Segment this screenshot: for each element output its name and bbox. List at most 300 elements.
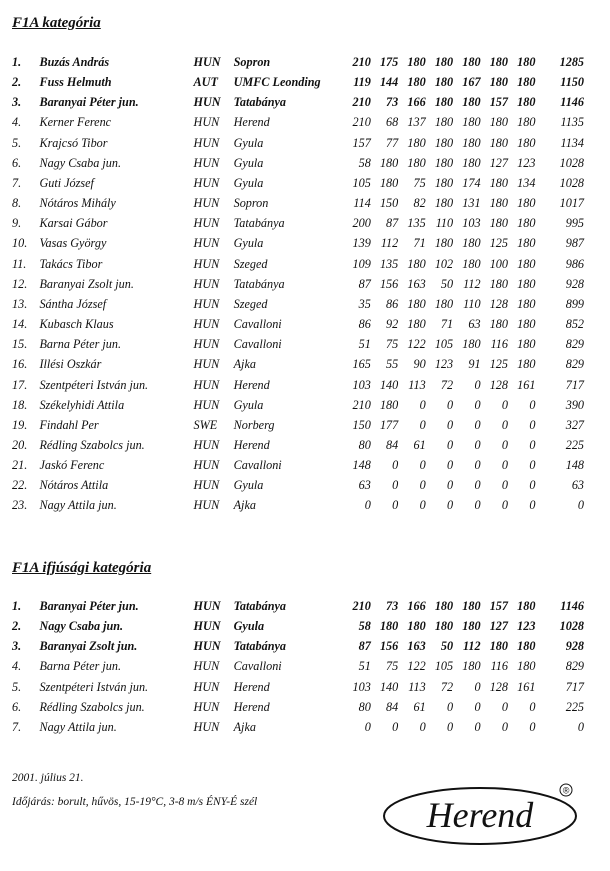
- name-cell: Nótáros Attila: [39, 478, 109, 493]
- total-cell: 1285: [559, 55, 584, 69]
- score-cell: 180: [462, 95, 481, 110]
- table-row: [12, 656, 584, 676]
- score-cell: 180: [379, 155, 399, 170]
- score-cell: 180: [434, 599, 454, 613]
- table-row: [12, 294, 584, 314]
- country-cell: HUN: [193, 397, 220, 412]
- score-cell: 0: [419, 417, 426, 432]
- score-cell: 180: [517, 196, 536, 211]
- score-cell: 102: [434, 256, 454, 271]
- score-cell: 87: [358, 276, 371, 291]
- name-cell: Takács Tibor: [39, 256, 103, 271]
- score-cell: 50: [440, 639, 454, 654]
- place-cell: 9.: [12, 216, 22, 231]
- table-row: [12, 112, 584, 132]
- country-cell: HUN: [193, 679, 220, 694]
- score-cell: 167: [462, 75, 481, 90]
- total-cell: 1150: [560, 75, 584, 90]
- score-cell: 180: [434, 135, 454, 150]
- score-cell: 180: [407, 317, 426, 332]
- score-cell: 144: [379, 75, 399, 90]
- country-cell: HUN: [193, 216, 220, 231]
- score-cell: 180: [517, 75, 536, 90]
- section-title-f1a-junior: F1A ifjúsági kategória: [12, 560, 152, 576]
- score-cell: 86: [386, 296, 399, 311]
- score-cell: 122: [407, 659, 426, 674]
- club-cell: Tatabánya: [233, 639, 286, 654]
- score-cell: 180: [462, 236, 481, 251]
- score-cell: 87: [358, 639, 371, 654]
- score-cell: 123: [434, 357, 454, 372]
- score-cell: 180: [379, 175, 399, 190]
- score-cell: 150: [379, 196, 399, 211]
- score-cell: 112: [463, 276, 481, 291]
- table-row: [12, 72, 584, 92]
- place-cell: 6.: [12, 699, 22, 714]
- score-cell: 72: [440, 377, 454, 392]
- total-cell: 1146: [560, 95, 584, 110]
- club-cell: Sopron: [233, 55, 271, 69]
- country-cell: HUN: [193, 659, 220, 674]
- score-cell: 125: [489, 357, 508, 372]
- name-cell: Kerner Ferenc: [39, 115, 112, 130]
- score-cell: 210: [352, 55, 371, 69]
- score-cell: 0: [419, 719, 426, 734]
- club-cell: Gyula: [233, 155, 264, 170]
- club-cell: Ajka: [233, 498, 256, 513]
- country-cell: HUN: [193, 55, 221, 69]
- score-cell: 73: [386, 95, 399, 110]
- score-cell: 127: [489, 155, 508, 170]
- country-cell: HUN: [193, 95, 221, 110]
- score-cell: 0: [447, 478, 454, 493]
- score-cell: 0: [447, 498, 454, 513]
- club-cell: Herend: [233, 699, 270, 714]
- score-cell: 180: [517, 216, 536, 231]
- table-row: [12, 375, 584, 395]
- score-cell: 84: [386, 437, 399, 452]
- score-cell: 0: [474, 699, 481, 714]
- results-table-body: [12, 596, 584, 737]
- score-cell: 123: [517, 155, 536, 170]
- total-cell: 829: [565, 357, 584, 372]
- name-cell: Rédling Szabolcs jun.: [39, 437, 145, 452]
- country-cell: HUN: [193, 437, 220, 452]
- score-cell: 0: [447, 417, 454, 432]
- score-cell: 75: [386, 337, 399, 352]
- score-cell: 180: [462, 256, 481, 271]
- club-cell: Tatabánya: [233, 276, 285, 291]
- score-cell: 51: [358, 337, 371, 352]
- score-cell: 72: [440, 679, 454, 694]
- place-cell: 2.: [12, 75, 22, 90]
- total-cell: 829: [565, 659, 584, 674]
- place-cell: 6.: [12, 155, 22, 170]
- score-cell: 180: [407, 155, 426, 170]
- table-row: [12, 334, 584, 354]
- score-cell: 0: [392, 458, 399, 473]
- score-cell: 180: [517, 357, 536, 372]
- name-cell: Nagy Attila jun.: [39, 498, 117, 513]
- score-cell: 148: [352, 458, 371, 473]
- score-cell: 166: [407, 599, 426, 613]
- score-cell: 82: [413, 196, 426, 211]
- score-cell: 77: [386, 135, 399, 150]
- score-cell: 180: [517, 296, 536, 311]
- score-cell: 180: [489, 135, 508, 150]
- place-cell: 22.: [12, 478, 28, 493]
- score-cell: 71: [413, 236, 426, 251]
- score-cell: 0: [501, 437, 508, 452]
- country-cell: HUN: [193, 175, 220, 190]
- score-cell: 0: [501, 719, 508, 734]
- country-cell: HUN: [193, 135, 220, 150]
- name-cell: Illési Oszkár: [39, 357, 102, 372]
- score-cell: 0: [419, 478, 426, 493]
- total-cell: 0: [577, 498, 584, 513]
- country-cell: HUN: [193, 377, 220, 392]
- place-cell: 4.: [12, 115, 22, 130]
- score-cell: 139: [352, 236, 371, 251]
- table-row: [12, 616, 584, 636]
- score-cell: 180: [379, 397, 399, 412]
- score-cell: 0: [529, 397, 536, 412]
- score-cell: 0: [392, 478, 399, 493]
- name-cell: Baranyai Zsolt jun.: [39, 276, 134, 291]
- total-cell: 717: [565, 679, 584, 694]
- score-cell: 180: [379, 619, 399, 634]
- country-cell: HUN: [193, 337, 220, 352]
- place-cell: 2.: [12, 619, 22, 634]
- name-cell: Nagy Csaba jun.: [39, 619, 124, 634]
- country-cell: HUN: [193, 619, 221, 634]
- results-table-f1a: [12, 52, 584, 516]
- place-cell: 10.: [12, 236, 28, 251]
- score-cell: 140: [379, 679, 399, 694]
- score-cell: 0: [529, 458, 536, 473]
- name-cell: Baranyai Zsolt jun.: [39, 639, 138, 654]
- score-cell: 180: [434, 155, 454, 170]
- total-cell: 1017: [559, 196, 584, 211]
- score-cell: 180: [434, 55, 454, 69]
- table-row: [12, 233, 584, 253]
- registered-mark: ®: [562, 785, 570, 796]
- score-cell: 157: [489, 599, 508, 613]
- club-cell: Gyula: [233, 619, 265, 634]
- score-cell: 180: [434, 236, 454, 251]
- club-cell: Tatabánya: [233, 95, 286, 110]
- club-cell: Ajka: [233, 357, 256, 372]
- score-cell: 0: [447, 437, 454, 452]
- score-cell: 163: [407, 276, 426, 291]
- score-cell: 180: [434, 296, 454, 311]
- club-cell: Gyula: [233, 175, 264, 190]
- total-cell: 1028: [559, 155, 584, 170]
- name-cell: Findahl Per: [39, 417, 99, 432]
- place-cell: 1.: [12, 55, 22, 69]
- place-cell: 19.: [12, 417, 28, 432]
- score-cell: 180: [434, 619, 454, 634]
- place-cell: 11.: [12, 256, 27, 271]
- total-cell: 1146: [560, 599, 584, 613]
- score-cell: 180: [407, 619, 426, 634]
- score-cell: 103: [352, 679, 371, 694]
- score-cell: 165: [352, 357, 371, 372]
- score-cell: 73: [386, 599, 399, 613]
- country-cell: HUN: [193, 196, 220, 211]
- score-cell: 128: [489, 296, 508, 311]
- place-cell: 7.: [12, 719, 22, 734]
- score-cell: 180: [489, 639, 508, 654]
- score-cell: 131: [462, 196, 481, 211]
- club-cell: Cavalloni: [233, 659, 282, 674]
- table-row: [12, 133, 584, 153]
- name-cell: Sántha József: [39, 296, 107, 311]
- score-cell: 180: [517, 115, 536, 130]
- score-cell: 134: [517, 175, 536, 190]
- table-row: [12, 717, 584, 737]
- table-row: [12, 213, 584, 233]
- score-cell: 156: [379, 276, 399, 291]
- total-cell: 852: [565, 317, 584, 332]
- score-cell: 50: [440, 276, 454, 291]
- score-cell: 156: [379, 639, 399, 654]
- club-cell: Tatabánya: [233, 599, 286, 613]
- score-cell: 75: [413, 175, 426, 190]
- club-cell: Gyula: [233, 135, 264, 150]
- score-cell: 180: [517, 55, 536, 69]
- total-cell: 928: [565, 276, 584, 291]
- score-cell: 180: [489, 216, 508, 231]
- total-cell: 717: [565, 377, 584, 392]
- club-cell: Cavalloni: [233, 317, 282, 332]
- total-cell: 225: [565, 437, 584, 452]
- country-cell: HUN: [193, 498, 220, 513]
- score-cell: 180: [462, 337, 481, 352]
- score-cell: 180: [462, 619, 481, 634]
- score-cell: 113: [408, 679, 426, 694]
- club-cell: Cavalloni: [233, 458, 282, 473]
- score-cell: 110: [463, 296, 481, 311]
- score-cell: 71: [440, 317, 454, 332]
- score-cell: 180: [462, 155, 481, 170]
- score-cell: 68: [386, 115, 399, 130]
- score-cell: 180: [407, 75, 426, 90]
- place-cell: 15.: [12, 337, 28, 352]
- score-cell: 61: [413, 437, 426, 452]
- score-cell: 0: [529, 417, 536, 432]
- footer-date: 2001. július 21.: [12, 772, 84, 784]
- score-cell: 180: [489, 55, 508, 69]
- score-cell: 180: [517, 276, 536, 291]
- score-cell: 84: [386, 699, 399, 714]
- score-cell: 175: [379, 55, 399, 69]
- score-cell: 180: [517, 659, 536, 674]
- club-cell: Herend: [233, 437, 270, 452]
- place-cell: 8.: [12, 196, 22, 211]
- name-cell: Rédling Szabolcs jun.: [39, 699, 145, 714]
- score-cell: 105: [434, 337, 454, 352]
- score-cell: 0: [474, 679, 481, 694]
- score-cell: 135: [407, 216, 426, 231]
- score-cell: 0: [392, 498, 399, 513]
- score-cell: 86: [358, 317, 371, 332]
- country-cell: HUN: [193, 639, 221, 654]
- score-cell: 180: [489, 317, 508, 332]
- score-cell: 0: [529, 699, 536, 714]
- country-cell: HUN: [193, 699, 220, 714]
- name-cell: Krajcsó Tibor: [39, 135, 108, 150]
- score-cell: 177: [379, 417, 399, 432]
- score-cell: 180: [462, 115, 481, 130]
- score-cell: 80: [358, 699, 371, 714]
- club-cell: Szeged: [233, 296, 268, 311]
- score-cell: 0: [529, 498, 536, 513]
- score-cell: 180: [434, 95, 454, 110]
- name-cell: Vasas György: [39, 236, 107, 251]
- score-cell: 63: [358, 478, 371, 493]
- score-cell: 58: [358, 619, 371, 634]
- place-cell: 7.: [12, 175, 22, 190]
- score-cell: 180: [517, 599, 536, 613]
- score-cell: 0: [419, 498, 426, 513]
- score-cell: 55: [386, 357, 399, 372]
- name-cell: Jaskó Ferenc: [39, 458, 105, 473]
- total-cell: 986: [565, 256, 584, 271]
- score-cell: 0: [419, 458, 426, 473]
- total-cell: 148: [565, 458, 584, 473]
- score-cell: 75: [386, 659, 399, 674]
- score-cell: 100: [489, 256, 508, 271]
- score-cell: 128: [489, 679, 508, 694]
- total-cell: 327: [565, 417, 584, 432]
- score-cell: 180: [407, 256, 426, 271]
- score-cell: 0: [501, 397, 508, 412]
- score-cell: 210: [352, 599, 371, 613]
- place-cell: 4.: [12, 659, 22, 674]
- score-cell: 180: [434, 175, 454, 190]
- score-cell: 180: [489, 115, 508, 130]
- name-cell: Nagy Attila jun.: [39, 719, 117, 734]
- score-cell: 51: [358, 659, 371, 674]
- country-cell: HUN: [193, 236, 220, 251]
- score-cell: 180: [517, 639, 536, 654]
- name-cell: Kubasch Klaus: [39, 317, 114, 332]
- table-row: [12, 495, 584, 515]
- name-cell: Barna Péter jun.: [39, 337, 122, 352]
- country-cell: HUN: [193, 357, 220, 372]
- score-cell: 0: [501, 478, 508, 493]
- total-cell: 1135: [560, 115, 584, 130]
- score-cell: 110: [435, 216, 454, 231]
- table-row: [12, 193, 584, 213]
- score-cell: 0: [474, 498, 481, 513]
- score-cell: 135: [379, 256, 399, 271]
- table-row: [12, 92, 584, 112]
- score-cell: 0: [474, 417, 481, 432]
- name-cell: Nagy Csaba jun.: [39, 155, 122, 170]
- club-cell: Cavalloni: [233, 337, 282, 352]
- table-row: [12, 173, 584, 193]
- results-table-body: [12, 52, 584, 516]
- name-cell: Barna Péter jun.: [39, 659, 122, 674]
- place-cell: 20.: [12, 437, 28, 452]
- score-cell: 180: [462, 135, 481, 150]
- score-cell: 180: [517, 337, 536, 352]
- score-cell: 0: [501, 458, 508, 473]
- score-cell: 0: [447, 699, 454, 714]
- score-cell: 210: [352, 397, 371, 412]
- club-cell: Sopron: [233, 196, 269, 211]
- country-cell: HUN: [193, 458, 220, 473]
- score-cell: 0: [474, 437, 481, 452]
- place-cell: 3.: [12, 639, 22, 654]
- club-cell: Norberg: [233, 417, 275, 432]
- name-cell: Guti József: [39, 175, 94, 190]
- country-cell: HUN: [193, 296, 220, 311]
- score-cell: 0: [474, 458, 481, 473]
- score-cell: 0: [364, 719, 371, 734]
- table-row: [12, 677, 584, 697]
- score-cell: 174: [462, 175, 481, 190]
- table-row: [12, 475, 584, 495]
- total-cell: 0: [577, 719, 584, 734]
- table-row: [12, 254, 584, 274]
- club-cell: Herend: [233, 377, 270, 392]
- place-cell: 5.: [12, 679, 22, 694]
- score-cell: 180: [517, 95, 536, 110]
- total-cell: 995: [565, 216, 584, 231]
- score-cell: 113: [408, 377, 426, 392]
- name-cell: Szentpéteri István jun.: [39, 377, 149, 392]
- club-cell: Gyula: [233, 397, 264, 412]
- score-cell: 58: [358, 155, 371, 170]
- score-cell: 92: [386, 317, 399, 332]
- score-cell: 116: [490, 337, 508, 352]
- table-row: [12, 435, 584, 455]
- club-cell: Gyula: [233, 236, 264, 251]
- total-cell: 987: [565, 236, 584, 251]
- total-cell: 928: [565, 639, 584, 654]
- score-cell: 0: [419, 397, 426, 412]
- total-cell: 1134: [560, 135, 584, 150]
- total-cell: 225: [565, 699, 584, 714]
- score-cell: 112: [462, 639, 481, 654]
- score-cell: 180: [407, 135, 426, 150]
- place-cell: 23.: [12, 498, 28, 513]
- table-row: [12, 415, 584, 435]
- place-cell: 12.: [12, 276, 28, 291]
- club-cell: UMFC Leonding: [233, 75, 321, 90]
- club-cell: Herend: [233, 679, 270, 694]
- place-cell: 5.: [12, 135, 22, 150]
- place-cell: 18.: [12, 397, 28, 412]
- name-cell: Buzás András: [39, 55, 110, 69]
- score-cell: 0: [501, 699, 508, 714]
- country-cell: SWE: [193, 417, 218, 432]
- total-cell: 1028: [559, 619, 584, 634]
- score-cell: 180: [462, 599, 481, 613]
- score-cell: 161: [517, 377, 536, 392]
- score-cell: 0: [529, 437, 536, 452]
- country-cell: HUN: [193, 155, 220, 170]
- table-row: [12, 395, 584, 415]
- table-row: [12, 697, 584, 717]
- score-cell: 80: [358, 437, 371, 452]
- place-cell: 13.: [12, 296, 28, 311]
- country-cell: AUT: [193, 75, 218, 90]
- name-cell: Szentpéteri István jun.: [39, 679, 149, 694]
